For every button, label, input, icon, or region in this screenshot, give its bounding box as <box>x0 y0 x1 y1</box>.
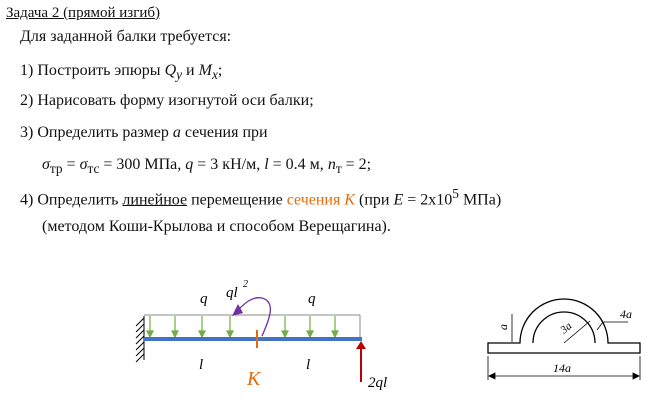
dim-a-label: a <box>496 324 510 330</box>
dim-14a-label: 14a <box>553 361 571 375</box>
task-method: (методом Коши-Крылова и способом Верещагина). <box>42 218 391 235</box>
task-parameters: $\sigma_{тр} = \sigma_{тс} = 300$ МПа, q = 3 кН/м, l = 0.4 м, $n_т = 2$; <box>42 156 372 177</box>
load-q-right-label: q <box>308 291 316 307</box>
span-l-left-label: l <box>199 357 204 373</box>
span-l-right-label: l <box>306 357 311 373</box>
dim-4a-label: 4a <box>620 307 632 321</box>
section-k-label: K <box>247 368 261 390</box>
force-label: 2ql <box>368 375 388 391</box>
dim-3a-label: 3a <box>558 320 575 337</box>
moment-label: ql <box>226 285 238 301</box>
task-item-1: 1) Построить эпюры $Q_y$ и $M_x$; <box>20 62 223 83</box>
task-item-3: 3) Определить размер a сечения при <box>20 124 268 141</box>
moment-exponent: 2 <box>243 279 248 290</box>
task-intro: Для заданной балки требуется: <box>20 28 232 45</box>
task-title: Задача 2 (прямой изгиб) <box>6 5 161 21</box>
load-q-left-label: q <box>200 291 208 307</box>
task-item-4: 4) Определить линейное перемещение сечения K (при $E = 2x10^5$ МПа) <box>20 186 502 209</box>
task-item-2: 2) Нарисовать форму изогнутой оси балки; <box>20 92 314 109</box>
